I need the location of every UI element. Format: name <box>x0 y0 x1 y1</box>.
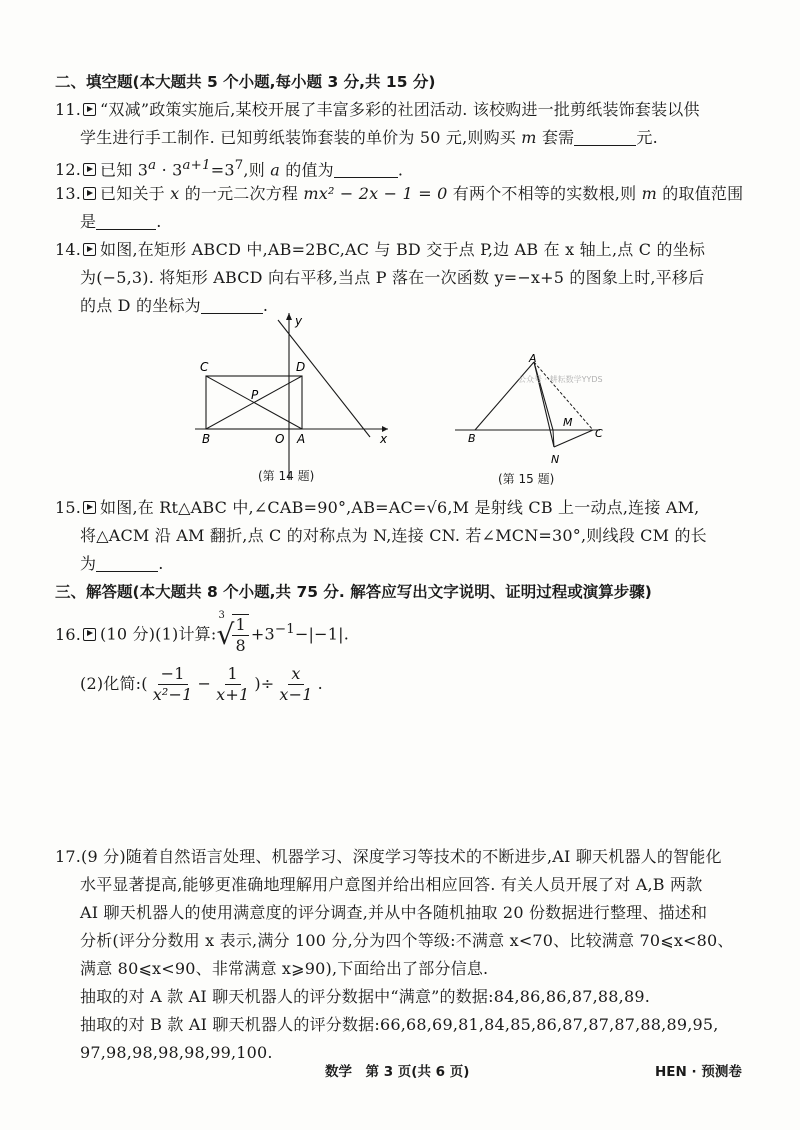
question-text: 是 <box>80 212 97 231</box>
question-11-line2 <box>80 126 658 150</box>
label-c: C <box>200 360 209 374</box>
label-y: y <box>295 314 303 328</box>
label-o: O <box>275 432 285 446</box>
answer-blank[interactable] <box>96 555 158 572</box>
question-13 <box>55 182 743 206</box>
segment-nc <box>554 430 593 447</box>
watermark-text: 公众号 · 耕耘数学YYDS <box>518 375 603 384</box>
question-text: =3 <box>210 160 235 180</box>
question-text: . <box>397 160 404 180</box>
question-text: 元. <box>636 128 658 147</box>
variable: x <box>170 184 180 203</box>
question-15-line3 <box>80 552 164 576</box>
root-fraction <box>232 614 248 656</box>
figure-15-diagram <box>450 350 610 470</box>
radical-sign: √ <box>216 618 235 651</box>
question-text: 满意 80⩽x<90、非常满意 x⩾90),下面给出了部分信息. <box>80 959 489 978</box>
label-x: x <box>380 432 388 446</box>
question-13-line2 <box>80 210 162 234</box>
question-text: “双减”政策实施后,某校开展了丰富多彩的社团活动. 该校购进一批剪纸装饰套装以供 <box>100 100 700 119</box>
question-text: . <box>158 554 164 573</box>
question-text: 为 <box>80 554 97 573</box>
question-text: 如图,在矩形 ABCD 中,AB=2BC,AC 与 BD 交于点 P,边 AB 在 x 轴上,点 C 的坐标 <box>100 240 706 259</box>
question-text: 的一元二次方程 <box>184 184 299 203</box>
answer-blank[interactable] <box>334 161 398 178</box>
question-number: 17. <box>55 847 82 866</box>
operator: − <box>197 674 212 693</box>
page-number-footer: 数学 第 3 页(共 6 页) <box>325 1064 470 1080</box>
root-index: 3 <box>218 610 225 621</box>
question-text: 为(−5,3). 将矩形 ABCD 向右平移,当点 P 落在一次函数 y=−x+5 的图象上时,平移后 <box>80 268 705 287</box>
segment-ab <box>475 362 534 430</box>
denominator: x+1 <box>216 685 250 704</box>
question-17 <box>55 845 722 869</box>
figure-14-diagram <box>190 305 400 485</box>
exponent: a+1 <box>182 158 211 173</box>
section-title-fill-blank: 二、填空题(本大题共 5 个小题,每小题 3 分,共 15 分) <box>55 73 436 91</box>
question-text: (9 分)随着自然语言处理、机器学习、深度学习等技术的不断进步,AI 聊天机器人的智能化 <box>81 847 722 866</box>
question-text: 学生进行手工制作. 已知剪纸装饰套装的单价为 50 元,则购买 <box>80 128 516 147</box>
play-video-icon[interactable] <box>83 243 96 256</box>
question-text: )÷ <box>254 674 275 693</box>
cube-root <box>216 610 250 656</box>
question-text: 97,98,98,98,98,99,100. <box>80 1043 273 1062</box>
answer-blank[interactable] <box>574 129 636 146</box>
question-number: 16. <box>55 624 82 644</box>
numerator: 1 <box>232 615 248 636</box>
variable: a <box>270 160 280 180</box>
fraction-2 <box>213 664 252 705</box>
question-text: −|−1|. <box>294 624 349 644</box>
denominator: 8 <box>235 636 246 655</box>
denominator: x²−1 <box>152 685 193 704</box>
question-16-part2 <box>80 662 323 706</box>
question-text: 的点 D 的坐标为 <box>80 296 201 315</box>
question-text: +3 <box>250 624 275 644</box>
question-text: 的值为 <box>285 160 334 180</box>
question-text: · 3 <box>156 160 183 180</box>
play-video-icon[interactable] <box>83 501 96 514</box>
numerator: x <box>288 664 303 685</box>
label-n: N <box>551 453 560 466</box>
question-16-part1 <box>55 610 349 656</box>
label-m: M <box>563 416 573 429</box>
label-b: B <box>202 432 211 446</box>
y-axis-arrow <box>286 313 292 320</box>
numerator: −1 <box>158 664 188 685</box>
play-video-icon[interactable] <box>83 187 96 200</box>
question-number: 12. <box>55 160 82 180</box>
question-number: 14. <box>55 240 82 259</box>
question-text: ,则 <box>243 160 265 180</box>
question-text: . <box>156 212 162 231</box>
exam-code-footer: HEN · 预测卷 <box>655 1064 742 1080</box>
question-number: 11. <box>55 100 82 119</box>
label-d: D <box>296 360 306 374</box>
exponent: 7 <box>234 158 244 173</box>
label-p: P <box>251 388 259 402</box>
question-text: 已知 3 <box>100 160 149 180</box>
label-c: C <box>595 427 603 440</box>
figure-15-caption: (第 15 题) <box>498 472 555 486</box>
denominator: x−1 <box>279 685 313 704</box>
variable: m <box>521 128 537 147</box>
question-number: 15. <box>55 498 82 517</box>
question-number: 13. <box>55 184 82 203</box>
question-text: . <box>262 296 269 315</box>
question-text: 抽取的对 B 款 AI 聊天机器人的评分数据:66,68,69,81,84,85,86,87,87,87,88,89,95, <box>80 1015 719 1034</box>
section-title-solutions: 三、解答题(本大题共 8 个小题,共 75 分. 解答应写出文字说明、证明过程或演算步骤) <box>55 583 652 601</box>
exponent: a <box>148 158 157 173</box>
label-a: A <box>529 352 537 365</box>
question-text: 分析(评分分数用 x 表示,满分 100 分,分为四个等级:不满意 x<70、比较满意 70⩽x<80、 <box>80 931 734 950</box>
fraction-3 <box>276 664 315 705</box>
line-y-eq-neg-x-plus-5 <box>278 320 370 437</box>
question-text: 抽取的对 A 款 AI 聊天机器人的评分数据中“满意”的数据:84,86,86,87,88,89. <box>80 987 650 1006</box>
question-11 <box>55 98 700 122</box>
question-text: 水平显著提高,能够更准确地理解用户意图并给出相应回答. 有关人员开展了对 A,B 两款 <box>80 875 703 894</box>
figure-14-caption: (第 14 题) <box>258 469 315 483</box>
fraction-1 <box>150 664 196 705</box>
equation: mx² − 2x − 1 = 0 <box>303 184 448 203</box>
exponent: −1 <box>274 622 295 638</box>
question-text: 有两个不相等的实数根,则 <box>452 184 637 203</box>
question-12 <box>55 154 403 182</box>
question-text: . <box>317 674 323 693</box>
variable: m <box>641 184 657 203</box>
answer-blank[interactable] <box>96 213 156 230</box>
question-text: (2)化简:( <box>80 674 148 693</box>
play-video-icon[interactable] <box>83 163 96 176</box>
question-text: (10 分)(1)计算: <box>100 624 217 644</box>
label-a: A <box>297 432 306 446</box>
numerator: 1 <box>225 664 241 685</box>
question-text: 将△ACM 沿 AM 翻折,点 C 的对称点为 N,连接 CN. 若∠MCN=30°,则线段 CM 的长 <box>80 526 707 545</box>
question-text: 如图,在 Rt△ABC 中,∠CAB=90°,AB=AC=√6,M 是射线 CB 上一动点,连接 AM, <box>100 498 700 517</box>
question-text: AI 聊天机器人的使用满意度的评分调查,并从中各随机抽取 20 份数据进行整理、描述和 <box>80 903 708 922</box>
question-text: 已知关于 <box>100 184 165 203</box>
play-video-icon[interactable] <box>83 103 96 116</box>
label-b: B <box>468 432 476 445</box>
question-text: 套需 <box>541 128 575 147</box>
question-15 <box>55 496 699 520</box>
question-text: 的取值范围 <box>662 184 744 203</box>
question-14 <box>55 238 705 262</box>
play-video-icon[interactable] <box>83 628 96 641</box>
